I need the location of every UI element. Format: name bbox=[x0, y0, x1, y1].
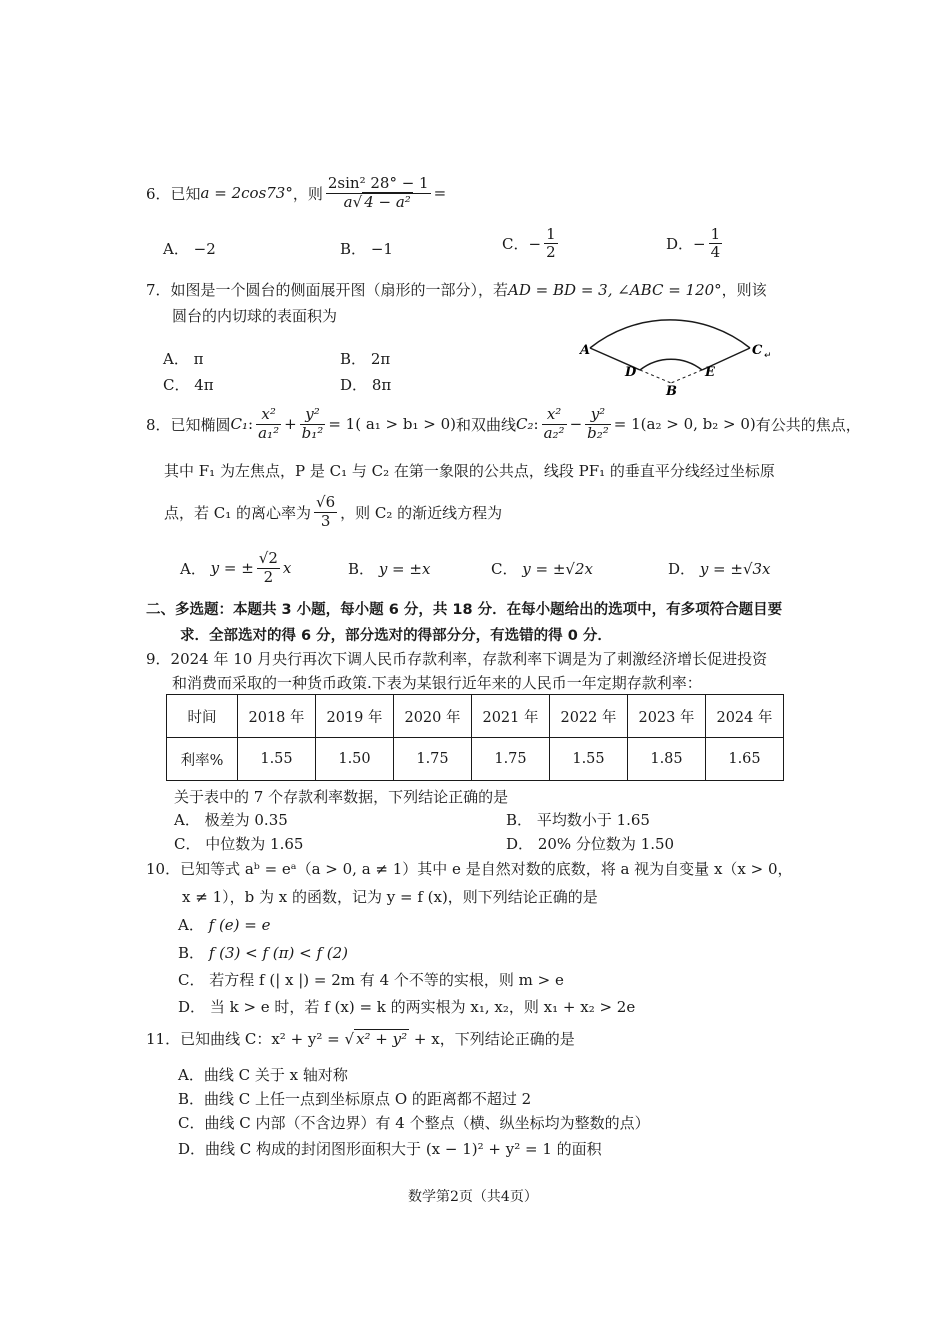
label-d: D bbox=[625, 365, 637, 380]
q11-option-b: B．曲线 C 上任一点到坐标原点 O 的距离都不超过 2 bbox=[178, 1090, 532, 1108]
q11-option-a: A．曲线 C 关于 x 轴对称 bbox=[178, 1066, 348, 1084]
q10-option-a: A． f (e) = e bbox=[178, 916, 271, 934]
q9-option-d: D． 20% 分位数为 1.50 bbox=[506, 835, 675, 853]
q8-ecc-den: 3 bbox=[320, 511, 331, 530]
q8-c2: C₂ bbox=[516, 415, 534, 433]
table-cell: 2020 年 bbox=[394, 695, 472, 738]
q10-option-b: B． f (3) < f (π) < f (2) bbox=[178, 944, 349, 962]
q8-hyper-cond: = 1(a₂ > 0, b₂ > 0) bbox=[613, 415, 756, 433]
q10-line1: 10．已知等式 aᵇ = eᵃ（a > 0, a ≠ 1）其中 e 是自然对数的底数，将 a 视为自变量 x（x > 0， bbox=[146, 860, 793, 878]
q8-option-d: D． y = ±√3x bbox=[668, 560, 771, 578]
q8-line2: 其中 F₁ 为左焦点，P 是 C₁ 与 C₂ 在第一象限的公共点，线段 PF₁ 的垂直平分线经过坐标原 bbox=[164, 462, 775, 480]
q6-option-b: B． −1 bbox=[340, 240, 393, 258]
q11-stem: 11．已知曲线 C：x² + y² = √ x² + y² + x，下列结论正确的是 bbox=[146, 1030, 575, 1048]
q11-option-d: D．曲线 C 构成的封闭图形面积大于 (x − 1)² + y² = 1 的面积 bbox=[178, 1140, 602, 1158]
q8-hyper-y: $\frac{\text{y²}}{\text{b₂²}}$ bbox=[587, 405, 609, 442]
q6-option-d: D． − $\frac{1}{4}$ bbox=[666, 225, 721, 262]
table-cell: 1.55 bbox=[550, 738, 628, 781]
dash-e-b bbox=[671, 370, 702, 383]
table-header-row bbox=[167, 695, 784, 738]
label-a: A bbox=[580, 343, 591, 358]
q6-numerator: 2sin² 28° − 1 bbox=[327, 174, 429, 193]
section2-line2: 求．全部选对的得 6 分，部分选对的得部分分，有选错的得 0 分． bbox=[180, 628, 612, 644]
q8-ellipse-cond: = 1( a₁ > b₁ > 0) bbox=[328, 415, 456, 433]
q7-condition: AD = BD = 3, ∠ABC = 120° bbox=[508, 281, 722, 299]
table-cell: 利率% bbox=[167, 738, 238, 781]
table-cell: 2018 年 bbox=[238, 695, 316, 738]
table-cell: 1.50 bbox=[316, 738, 394, 781]
q10-option-d: D． 当 k > e 时，若 f (x) = k 的两实根为 x₁, x₂，则 x₁ + x₂ > 2e bbox=[178, 998, 636, 1016]
table-row bbox=[167, 738, 784, 781]
q10-option-c: C． 若方程 f (| x |) = 2m 有 4 个不等的实根，则 m > e bbox=[178, 971, 564, 989]
table-cell: 1.55 bbox=[238, 738, 316, 781]
section2-line1: 二、多选题：本题共 3 小题，每小题 6 分，共 18 分．在每小题给出的选项中，有多项符合题目要 bbox=[146, 602, 783, 618]
q9-option-c: C． 中位数为 1.65 bbox=[174, 835, 304, 853]
q6-den-root: 4 − a² bbox=[364, 192, 411, 211]
q11-option-c: C．曲线 C 内部（不含边界）有 4 个整点（横、纵坐标均为整数的点） bbox=[178, 1114, 650, 1132]
q9-option-b: B． 平均数小于 1.65 bbox=[506, 811, 650, 829]
table-cell: 2022 年 bbox=[550, 695, 628, 738]
return-mark: ↵ bbox=[764, 351, 772, 361]
q10-line2: x ≠ 1），b 为 x 的函数，记为 y = f (x)，则下列结论正确的是 bbox=[182, 888, 598, 906]
page-footer: 数学第2页（共4页） bbox=[408, 1189, 538, 1205]
table-cell: 2023 年 bbox=[628, 695, 706, 738]
q6-denominator: a√ 4 − a² bbox=[343, 192, 411, 211]
q6-den-a: a bbox=[343, 192, 353, 211]
table-cell: 1.85 bbox=[628, 738, 706, 781]
q8-option-b: B． y = ±x bbox=[348, 560, 431, 578]
table-cell: 时间 bbox=[167, 695, 238, 738]
q8-c1: C₁ bbox=[230, 415, 249, 433]
table-cell: 2024 年 bbox=[706, 695, 784, 738]
q9-option-a: A． 极差为 0.35 bbox=[174, 811, 288, 829]
q9-after: 关于表中的 7 个存款利率数据，下列结论正确的是 bbox=[174, 788, 509, 806]
label-b: B bbox=[666, 384, 677, 399]
q7-line2: 圆台的内切球的表面积为 bbox=[172, 307, 338, 325]
label-c: C bbox=[752, 343, 763, 358]
dash-d-b bbox=[640, 370, 671, 383]
table-cell: 1.65 bbox=[706, 738, 784, 781]
q8-option-a: A． y = ± $\frac{√2}{2}$ x bbox=[180, 549, 292, 586]
q6-option-c: C． − $\frac{1}{2}$ bbox=[502, 225, 556, 262]
q8-ellipse-x: $\frac{\text{x²}}{\text{a₁²}}$ bbox=[258, 405, 280, 442]
q7-option-d: D． 8π bbox=[340, 376, 392, 394]
table-cell: 1.75 bbox=[472, 738, 550, 781]
q8-line1: 8．已知椭圆 C₁ : $\frac{\text{x²}}{\text{a₁²}}$ + $\frac{\text{y²}}{\text{b₁²}}$ = 1( a₁ > b₁ > 0) 和双曲线 C₂ : $\frac{\text{x²}}{\text{a₂²}}$ − $\frac{\text{y²}}{\text{b₂²}}$ = 1(a₂ > 0, b₂ > 0) 有公共的焦点， bbox=[146, 405, 861, 442]
q9-rate-table bbox=[166, 694, 784, 781]
q9-line2: 和消费而采取的一种货币政策.下表为某银行近年来的人民币一年定期存款利率： bbox=[172, 674, 702, 692]
label-e: E bbox=[705, 365, 715, 380]
inner-arc bbox=[640, 359, 702, 370]
table-cell: 1.75 bbox=[394, 738, 472, 781]
q11-root: x² + y² bbox=[356, 1030, 408, 1048]
q6-tail: = bbox=[433, 184, 447, 202]
q6-then: ，则 bbox=[292, 184, 323, 203]
q7-sector-figure bbox=[576, 300, 786, 400]
q6-option-a: A． −2 bbox=[163, 240, 216, 258]
table-cell: 2019 年 bbox=[316, 695, 394, 738]
q7-option-b: B． 2π bbox=[340, 350, 391, 368]
q8-ellipse-y: $\frac{\text{y²}}{\text{b₁²}}$ bbox=[301, 405, 324, 442]
q7-option-c: C． 4π bbox=[163, 376, 214, 394]
q7-option-a: A． π bbox=[163, 350, 204, 368]
q9-line1: 9．2024 年 10 月央行再次下调人民币存款利率，存款利率下调是为了刺激经济增长促进投资 bbox=[146, 650, 768, 668]
q6-expr: a = 2cos73° bbox=[200, 184, 293, 202]
q6-fraction bbox=[326, 175, 431, 211]
q8-option-c: C． y = ±√2x bbox=[491, 560, 593, 578]
q7-line1: 7．如图是一个圆台的侧面展开图（扇形的一部分），若AD = BD = 3, ∠ABC = 120°，则该 bbox=[146, 281, 767, 299]
q6-prefix: 6．已知 bbox=[146, 184, 201, 203]
q8-ecc-num: √6 bbox=[316, 493, 336, 512]
q8-line3: 点，若 C₁ 的离心率为 $\frac{√6}{3}$ ，则 C₂ 的渐近线方程为 bbox=[164, 493, 503, 530]
outer-arc bbox=[590, 320, 750, 348]
q8-hyper-x: $\frac{\text{x²}}{\text{a₂²}}$ bbox=[543, 405, 565, 442]
table-cell: 2021 年 bbox=[472, 695, 550, 738]
q6-stem bbox=[146, 167, 446, 219]
